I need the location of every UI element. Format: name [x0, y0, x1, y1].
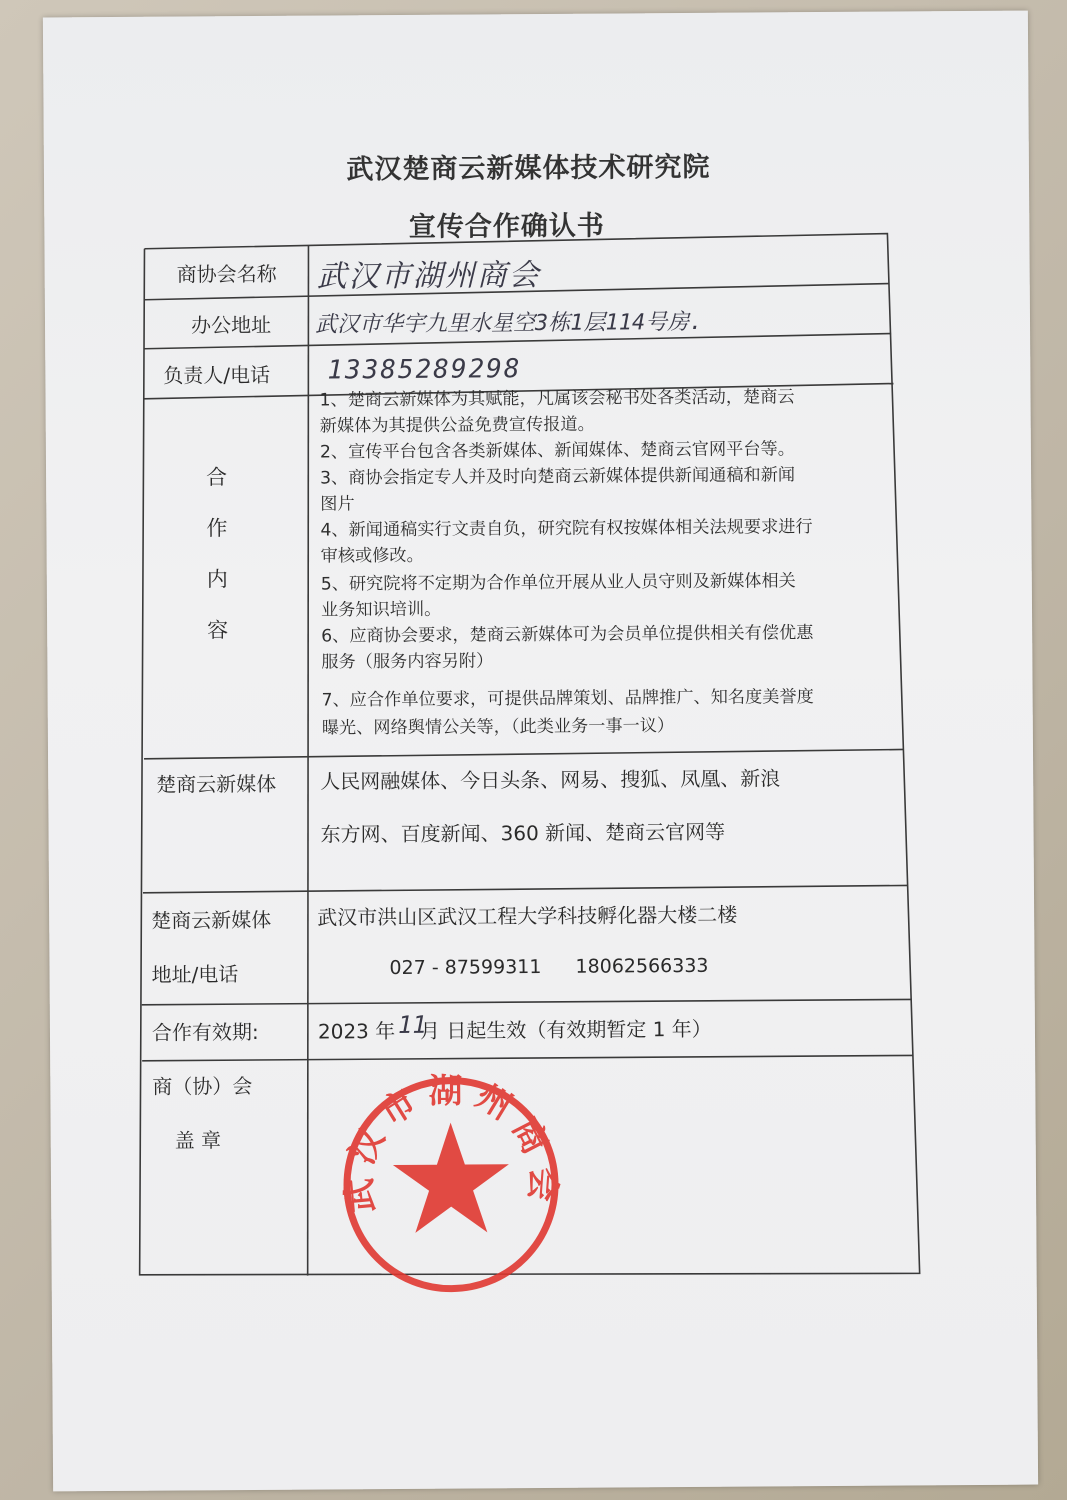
clause-line: 2、宣传平台包含各类新媒体、新闻媒体、楚商云官网平台等。: [319, 439, 795, 463]
association-name-label: 商协会名称: [176, 261, 277, 287]
clause-line: 4、新闻通稿实行文责自负，研究院有权按媒体相关法规要求进行: [320, 517, 813, 541]
media-label: 楚商云新媒体: [156, 771, 277, 797]
cooperation-label-char: 容: [207, 618, 229, 643]
clause-line: 服务（服务内容另附）: [321, 651, 494, 673]
media-list-line2: 东方网、百度新闻、360 新闻、楚商云官网等: [320, 819, 726, 847]
clause-line: 新媒体为其提供公益免费宣传报道。: [319, 414, 595, 437]
clause-line: 6、应商协会要求，楚商云新媒体可为会员单位提供相关有偿优惠: [321, 623, 814, 647]
clause-line: 业务知识培训。: [320, 599, 442, 621]
media-list-line1: 人民网融媒体、今日头条、网易、搜狐、凤凰、新浪: [320, 766, 781, 794]
validity-label: 合作有效期:: [151, 1019, 259, 1045]
seal-star-icon: [393, 1122, 510, 1233]
media-phone-landline: 027 - 87599311: [389, 955, 542, 980]
seal-label: 商（协）会: [152, 1074, 253, 1099]
clause-line: 图片: [320, 494, 355, 515]
official-seal-stamp: [330, 1064, 572, 1306]
clause-line: 1、楚商云新媒体为其赋能，凡属该会秘书处各类活动，楚商云: [319, 387, 795, 411]
document-subtitle: 宣传合作确认书: [408, 210, 605, 243]
contact-value: 13385289298: [327, 354, 522, 386]
clause-line: 曝光、网络舆情公关等，（此类业务一事一议）: [321, 716, 675, 739]
office-address-value: 武汉市华宇九里水星空3栋1层114号房.: [314, 309, 703, 338]
cooperation-label-char: 合: [205, 465, 228, 490]
svg-text:武汉市湖州商会: 武汉市湖州商会: [338, 1071, 564, 1215]
clause-line: 3、商协会指定专人并及时向楚商云新媒体提供新闻通稿和新闻: [320, 465, 796, 489]
cooperation-label-char: 作: [206, 516, 228, 541]
document-title: 武汉楚商云新媒体技术研究院: [346, 151, 711, 186]
media-address-label: 楚商云新媒体: [151, 907, 272, 933]
validity-rest: 月 日起生效（有效期暂定 1 年）: [419, 1016, 712, 1043]
clause-line: 审核或修改。: [320, 545, 424, 567]
cooperation-label-char: 内: [206, 567, 228, 592]
association-name-value: 武汉市湖州商会: [316, 257, 541, 295]
validity-month-handwritten: 11: [397, 1010, 427, 1040]
media-phone-label: 地址/电话: [151, 962, 239, 987]
document-paper: [43, 11, 1038, 1492]
clause-line: 7、应合作单位要求，可提供品牌策划、品牌推广、知名度美誉度: [321, 687, 814, 711]
media-phone-mobile: 18062566333: [575, 954, 709, 978]
seal-label-2: 盖 章: [174, 1128, 222, 1153]
office-address-label: 办公地址: [190, 312, 272, 338]
media-address-value: 武汉市洪山区武汉工程大学科技孵化器大楼二楼: [317, 902, 738, 930]
validity-year: 2023 年: [317, 1019, 396, 1044]
clause-line: 5、研究院将不定期为合作单位开展从业人员守则及新媒体相关: [320, 571, 796, 595]
contact-label: 负责人/电话: [163, 362, 271, 388]
